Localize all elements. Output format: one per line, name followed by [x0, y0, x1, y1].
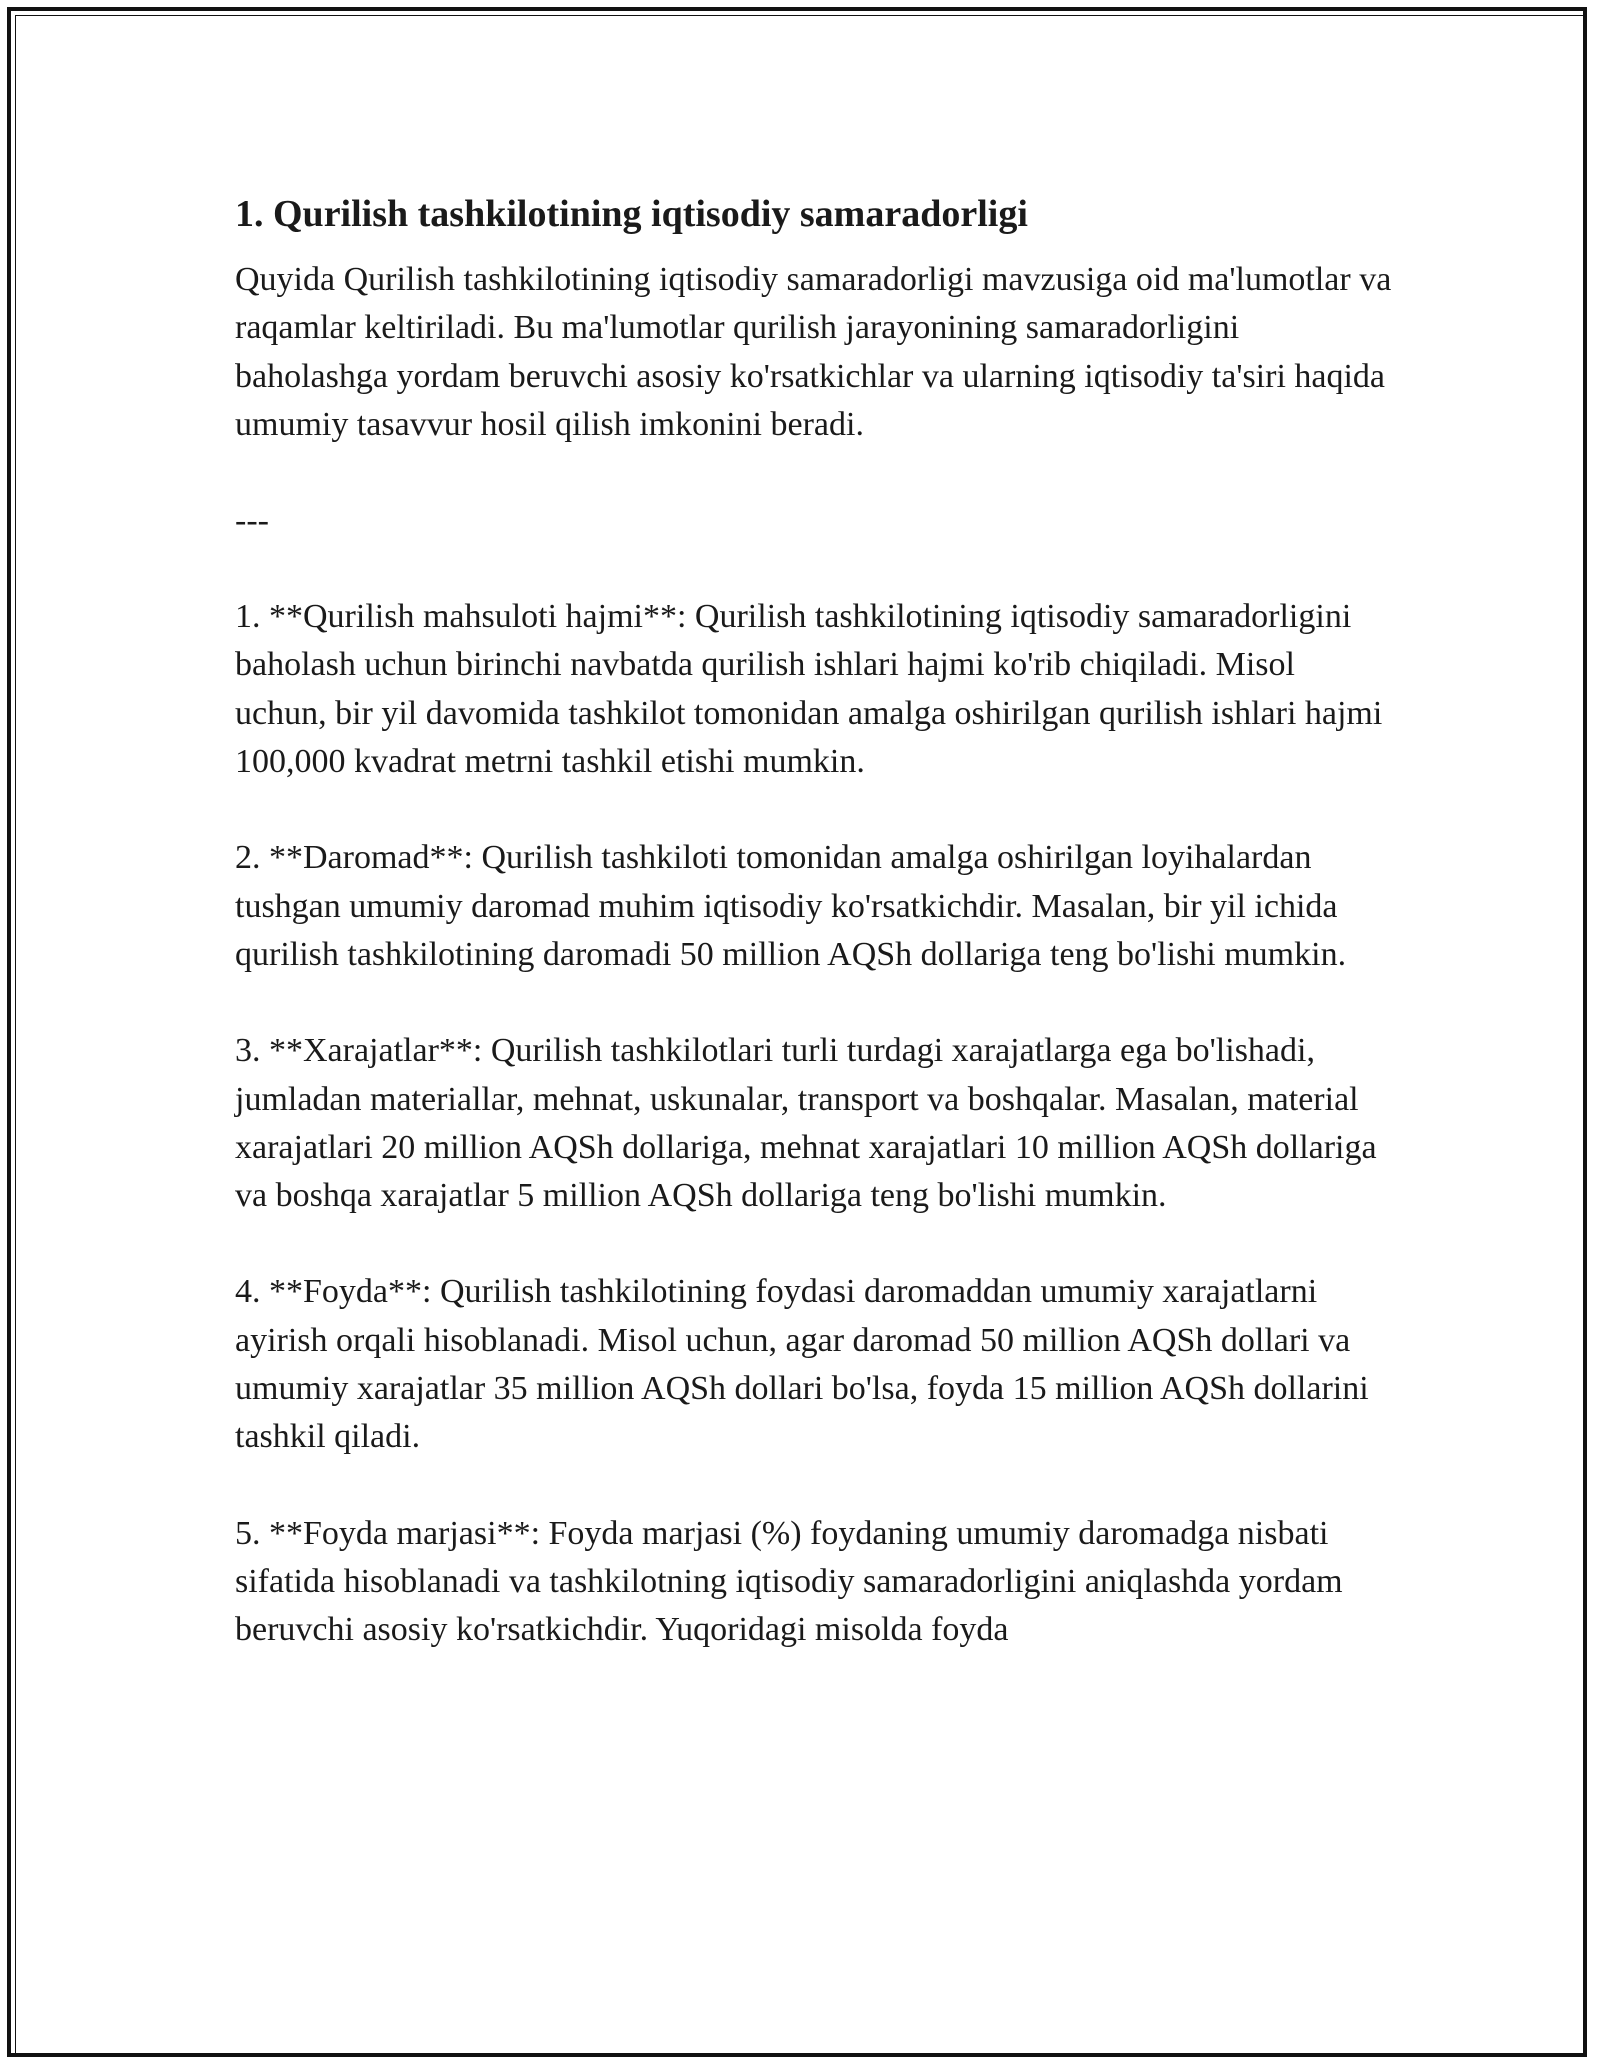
document-title: 1. Qurilish tashkilotining iqtisodiy samaradorligi: [235, 193, 1028, 235]
list-item: 3. **Xarajatlar**: Qurilish tashkilotlari turli turdagi xarajatlarga ega bo'lishadi, jumladan materiallar, mehnat, uskunalar, transport va boshqalar. Masalan, material xarajatlari 20 million AQSh dollariga, mehnat xarajatlari 10 million AQSh dollariga va boshqa xarajatlar 5 million AQSh dollariga teng bo'lishi mumkin.: [235, 1032, 1377, 1215]
intro-paragraph: Quyida Qurilish tashkilotining iqtisodiy samaradorligi mavzusiga oid ma'lumotlar va raqamlar keltiriladi. Bu ma'lumotlar qurilish jarayonining samaradorligini baholashga yordam beruvchi asosiy ko'rsatkichlar va ularning iqtisodiy ta'siri haqida umumiy tasavvur hosil qilish imkonini beradi.: [235, 261, 1392, 443]
list-item: 2. **Daromad**: Qurilish tashkiloti tomonidan amalga oshirilgan loyihalardan tushgan umumiy daromad muhim iqtisodiy ko'rsatkichdir. Masalan, bir yil ichida qurilish tashkilotining daromadi 50 million AQSh dollariga teng bo'lishi mumkin.: [235, 839, 1347, 973]
separator: ---: [235, 502, 269, 540]
list-item: 4. **Foyda**: Qurilish tashkilotining foydasi daromaddan umumiy xarajatlarni ayirish orqali hisoblanadi. Misol uchun, agar daromad 50 million AQSh dollari va umumiy xarajatlar 35 million AQSh dollari bo'lsa, foyda 15 million AQSh dollarini tashkil qiladi.: [235, 1273, 1369, 1456]
document-body: [235, 188, 1395, 1703]
list-item: 5. **Foyda marjasi**: Foyda marjasi (%) foydaning umumiy daromadga nisbati sifatida hisoblanadi va tashkilotning iqtisodiy samaradorligini aniqlashda yordam beruvchi asosiy ko'rsatkichdir. Yuqoridagi misolda foyda: [235, 1514, 1343, 1649]
list-item: 1. **Qurilish mahsuloti hajmi**: Qurilish tashkilotining iqtisodiy samaradorligini baholash uchun birinchi navbatda qurilish ishlari hajmi ko'rib chiqiladi. Misol uchun, bir yil davomida tashkilot tomonidan amalga oshirilgan qurilish ishlari hajmi 100,000 kvadrat metrni tashkil etishi mumkin.: [235, 598, 1383, 781]
